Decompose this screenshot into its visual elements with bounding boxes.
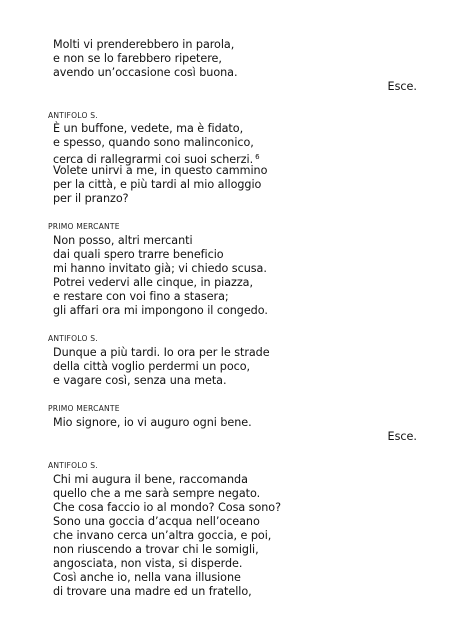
verse-text: cerca di rallegrarmi coi suoi scherzi. [53, 153, 254, 166]
stage-direction: Esce. [387, 80, 417, 93]
verse-line: Che cosa faccio io al mondo? Cosa sono? [53, 501, 281, 514]
speaker-name: ANTIFOLO S. [48, 461, 98, 470]
speaker-name: PRIMO MERCANTE [48, 404, 120, 413]
verse-line: Mio signore, io vi auguro ogni bene. [53, 416, 252, 429]
verse-line: È un buffone, vedete, ma è fidato, [53, 122, 244, 135]
verse-line: Potrei vedervi alle cinque, in piazza, [53, 276, 253, 289]
verse-line: Chi mi augura il bene, raccomanda [53, 473, 248, 486]
verse-line: dai quali spero trarre beneficio [53, 248, 224, 261]
verse-line: di trovare una madre ed un fratello, [53, 585, 252, 598]
verse-line: e spesso, quando sono malinconico, [53, 136, 254, 149]
verse-line: Non posso, altri mercanti [53, 234, 193, 247]
verse-line: per la città, e più tardi al mio alloggio [53, 178, 262, 191]
stage-direction: Esce. [387, 430, 417, 443]
verse-line: che invano cerca un’altra goccia, e poi, [53, 529, 272, 542]
footnote-marker[interactable]: 6 [255, 153, 260, 161]
verse-line: e vagare così, senza una meta. [53, 374, 227, 387]
verse-line: della città voglio perdermi un poco, [53, 360, 251, 373]
verse-line: Sono una goccia d’acqua nell’oceano [53, 515, 260, 528]
verse-line: Così anche io, nella vana illusione [53, 571, 241, 584]
verse-line: Dunque a più tardi. Io ora per le strade [53, 346, 270, 359]
verse-line: mi hanno invitato già; vi chiedo scusa. [53, 262, 267, 275]
verse-line: per il pranzo? [53, 192, 129, 205]
verse-line: non riuscendo a trovar chi le somigli, [53, 543, 259, 556]
verse-line: Molti vi prenderebbero in parola, [53, 38, 235, 51]
verse-line: avendo un’occasione così buona. [53, 66, 238, 79]
speaker-name: ANTIFOLO S. [48, 334, 98, 343]
verse-line: e restare con voi fino a stasera; [53, 290, 229, 303]
verse-line: quello che a me sarà sempre negato. [53, 487, 261, 500]
verse-line: angosciata, non vista, si disperde. [53, 557, 243, 570]
verse-line: gli affari ora mi impongono il congedo. [53, 304, 268, 317]
verse-line: Volete unirvi a me, in questo cammino [53, 164, 268, 177]
speaker-name: ANTIFOLO S. [48, 111, 98, 120]
speaker-name: PRIMO MERCANTE [48, 222, 120, 231]
verse-line: e non se lo farebbero ripetere, [53, 52, 222, 65]
